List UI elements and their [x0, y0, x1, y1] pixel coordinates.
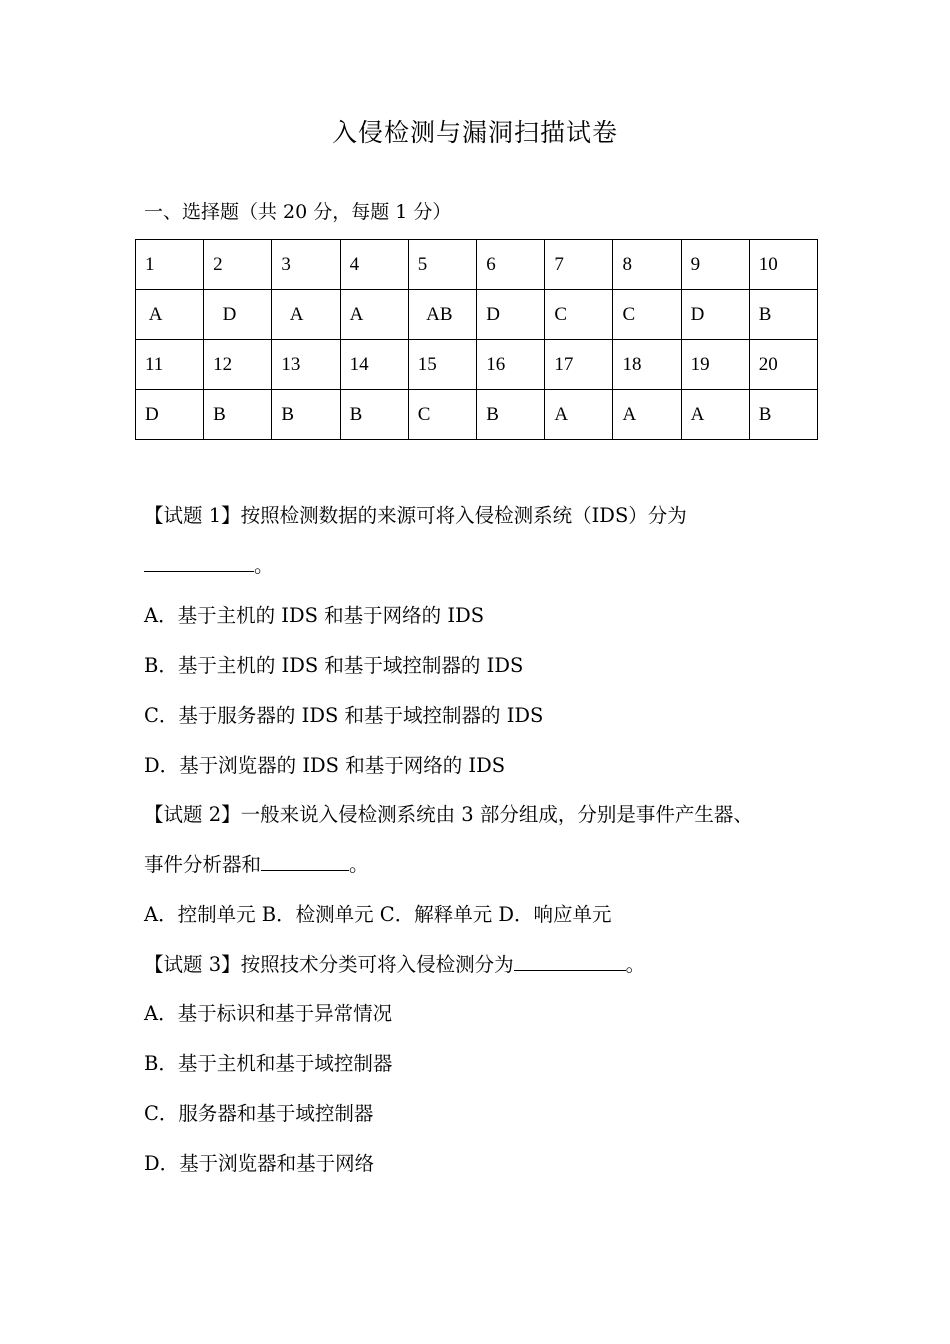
answer-table-row — [136, 340, 818, 390]
answer-table-row — [136, 240, 818, 290]
answer-table-cell: 7 — [545, 240, 613, 290]
answer-table-cell: 2 — [204, 240, 272, 290]
answer-table-cell: C — [545, 290, 613, 340]
answer-table-cell: A — [545, 390, 613, 440]
answer-table-cell: AB — [408, 290, 476, 340]
answer-table-cell: A — [340, 290, 408, 340]
answer-table-row — [136, 390, 818, 440]
answer-table-cell: 10 — [749, 240, 817, 290]
answer-table-cell: A — [681, 390, 749, 440]
answer-table-cell: 3 — [272, 240, 340, 290]
section-heading: 一、选择题（共 20 分，每题 1 分） — [144, 201, 452, 223]
answer-table-cell: 6 — [477, 240, 545, 290]
answer-table-cell: 17 — [545, 340, 613, 390]
answer-table-cell: C — [408, 390, 476, 440]
answer-table-cell: B — [749, 290, 817, 340]
question-1-blank-line: 。 — [144, 550, 274, 578]
answer-table-cell: 4 — [340, 240, 408, 290]
answer-table-cell: 8 — [613, 240, 681, 290]
answer-table-cell: 19 — [681, 340, 749, 390]
answer-table-cell: D — [204, 290, 272, 340]
answer-blank — [144, 553, 254, 572]
question-2-stem: 【试题 2】一般来说入侵检测系统由 3 部分组成，分别是事件产生器、 — [144, 803, 753, 826]
question-3-option-c: C．服务器和基于域控制器 — [144, 1102, 374, 1125]
question-1-option-c: C．基于服务器的 IDS 和基于域控制器的 IDS — [144, 704, 544, 727]
answer-table-row — [136, 290, 818, 340]
answer-table-cell: B — [340, 390, 408, 440]
answer-table-cell: 5 — [408, 240, 476, 290]
answer-table-cell: D — [477, 290, 545, 340]
answer-table-cell: 13 — [272, 340, 340, 390]
answer-table-cell: 9 — [681, 240, 749, 290]
answer-table-cell: C — [613, 290, 681, 340]
answer-table-cell: B — [749, 390, 817, 440]
answer-table-cell: B — [272, 390, 340, 440]
question-1-stem: 【试题 1】按照检测数据的来源可将入侵检测系统（IDS）分为 — [144, 504, 687, 527]
answer-table-cell: 12 — [204, 340, 272, 390]
answer-table-cell: 18 — [613, 340, 681, 390]
question-3-option-b: B．基于主机和基于域控制器 — [144, 1052, 393, 1075]
answer-table-cell: D — [136, 390, 204, 440]
answer-table-cell: 16 — [477, 340, 545, 390]
answer-table-cell: A — [272, 290, 340, 340]
question-1-option-b: B．基于主机的 IDS 和基于域控制器的 IDS — [144, 654, 524, 677]
answer-table-cell: A — [613, 390, 681, 440]
answer-table — [135, 239, 818, 440]
answer-table-cell: A — [136, 290, 204, 340]
answer-table-cell: D — [681, 290, 749, 340]
question-3-option-d: D．基于浏览器和基于网络 — [144, 1152, 375, 1175]
answer-blank — [514, 952, 626, 971]
question-1-option-a: A．基于主机的 IDS 和基于网络的 IDS — [144, 604, 485, 627]
question-1-option-d: D．基于浏览器的 IDS 和基于网络的 IDS — [144, 754, 506, 777]
answer-table-cell: 14 — [340, 340, 408, 390]
question-2-options: A．控制单元 B．检测单元 C．解释单元 D．响应单元 — [144, 903, 612, 926]
answer-table-cell: 15 — [408, 340, 476, 390]
answer-table-cell: B — [477, 390, 545, 440]
answer-blank — [261, 852, 349, 871]
question-3-option-a: A．基于标识和基于异常情况 — [144, 1002, 393, 1025]
question-2-line-2: 事件分析器和 。 — [144, 853, 369, 876]
answer-table-cell: 11 — [136, 340, 204, 390]
answer-table-cell: 20 — [749, 340, 817, 390]
question-3-stem: 【试题 3】按照技术分类可将入侵检测分为 。 — [144, 953, 646, 976]
answer-table-cell: B — [204, 390, 272, 440]
answer-table-cell: 1 — [136, 240, 204, 290]
page-title: 入侵检测与漏洞扫描试卷 — [331, 118, 618, 147]
